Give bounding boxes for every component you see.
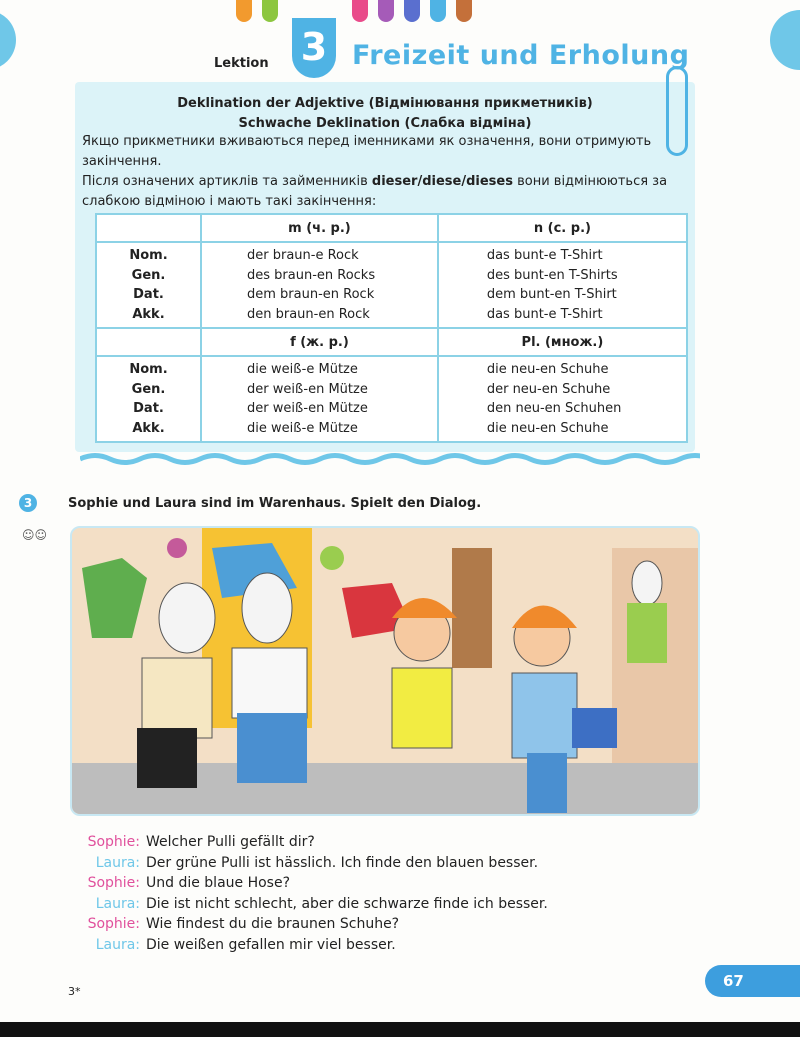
empty-header (96, 328, 201, 356)
line-text: Welcher Pulli gefällt dir? (146, 834, 315, 850)
dialog-line (70, 914, 548, 935)
wave-divider (80, 452, 700, 466)
chapter-title: Freizeit und Erholung (352, 40, 690, 71)
feminine-forms: die weiß-e Mütze der weiß-en Mütze der weiß-en Mütze die weiß-e Mütze (201, 356, 438, 442)
store-illustration (70, 526, 700, 816)
masculine-forms: der braun-e Rock des braun-en Rocks dem braun-en Rock den braun-en Rock (201, 242, 438, 328)
table-row (96, 356, 687, 442)
lesson-number-badge: 3 (292, 18, 336, 78)
line-text: Wie findest du die braunen Schuhe? (146, 916, 400, 932)
para-text: Після означених артиклів та займенників (82, 174, 372, 189)
scan-edge (0, 1022, 800, 1037)
speaker-sophie: Sophie: (87, 875, 140, 891)
column-header: n (с. р.) (438, 214, 687, 242)
speaker-laura: Laura: (95, 936, 140, 953)
speaker-sophie: Sophie: (87, 916, 140, 932)
declension-table (95, 213, 688, 443)
column-header: Pl. (множ.) (438, 328, 687, 356)
dialog-line (70, 832, 548, 853)
case-labels: Nom. Gen. Dat. Akk. (96, 356, 201, 442)
task-instruction: Sophie und Laura sind im Warenhaus. Spielt den Dialog. (68, 496, 482, 511)
dialog (70, 832, 548, 955)
column-header: f (ж. р.) (201, 328, 438, 356)
rule-heading: Deklination der Adjektive (Відмінювання прикметників) (177, 96, 593, 111)
para-text: вони відмінюються за слабкою відміною і мають такі закінчення: (82, 174, 668, 209)
line-text: Der grüne Pulli ist hässlich. Ich finde den blauen besser. (146, 854, 539, 871)
line-text: Und die blaue Hose? (146, 875, 291, 891)
lektion-label: Lektion (214, 56, 269, 71)
line-text: Die ist nicht schlecht, aber die schwarze finde ich besser. (146, 895, 548, 912)
case-labels: Nom. Gen. Dat. Akk. (96, 242, 201, 328)
line-text: Die weißen gefallen mir viel besser. (146, 936, 396, 953)
dialog-line (70, 853, 548, 874)
plural-forms: die neu-en Schuhe der neu-en Schuhe den neu-en Schuhen die neu-en Schuhe (438, 356, 687, 442)
speaker-laura: Laura: (95, 854, 140, 871)
rule-subheading: Schwache Deklination (Слабка відміна) (238, 116, 532, 131)
page-number: 67 (705, 965, 800, 997)
rule-paragraph-1: Якщо прикметники вживаються перед іменниками як означення, вони отримують закінчення. (82, 134, 652, 169)
dialog-line (70, 935, 548, 956)
dialog-icon: ☺☺ (22, 528, 48, 542)
dialog-line (70, 873, 548, 894)
dialog-line (70, 894, 548, 915)
signature-mark: 3* (68, 985, 81, 998)
rule-paragraph-2 (82, 172, 692, 212)
para-bold: dieser/diese/dieses (371, 174, 513, 189)
column-header: m (ч. р.) (201, 214, 438, 242)
speaker-sophie: Sophie: (87, 834, 140, 850)
color-tabs (0, 0, 800, 25)
neuter-forms: das bunt-e T-Shirt des bunt-en T-Shirts dem bunt-en T-Shirt das bunt-e T-Shirt (438, 242, 687, 328)
speaker-laura: Laura: (95, 895, 140, 912)
task-number: 3 (19, 494, 37, 512)
table-row (96, 242, 687, 328)
empty-header (96, 214, 201, 242)
